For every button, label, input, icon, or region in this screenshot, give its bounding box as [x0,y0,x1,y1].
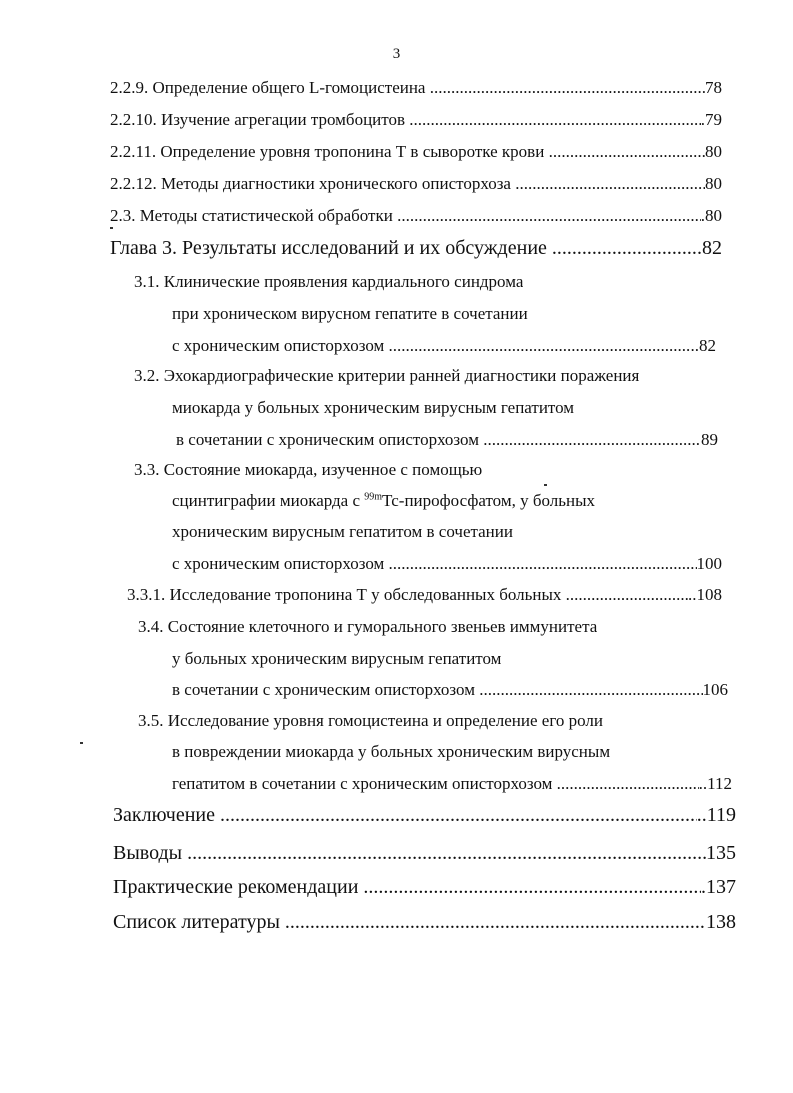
toc-entry-title: Практические рекомендации ..... [113,875,701,899]
toc-entry-line: 3.1. Клинические проявления кардиального синдрома [134,272,524,291]
toc-entry-page: .80 [700,206,722,225]
toc-entry[interactable] [110,110,722,130]
toc-chapter[interactable] [113,803,736,827]
toc-entry-text: сцинтиграфии миокарда с [172,491,365,510]
toc-entry-title: Выводы ..... [113,841,706,865]
page-number: 3 [392,46,401,62]
toc-chapter[interactable] [113,910,736,934]
toc-entry-title: в сочетании с хроническим описторхозом ..... [172,680,703,700]
scan-speck [80,742,83,744]
toc-entry-page: 100 [696,554,722,573]
isotope-superscript: 99m [364,491,383,503]
toc-entry-line: 3.4. Состояние клеточного и гуморального звеньев иммунитета [138,617,598,636]
toc-entry-line: 3.5. Исследование уровня гомоцистеина и определение его роли [138,711,603,730]
toc-entry[interactable] [172,336,716,356]
toc-entry-title: гепатитом в сочетании с хроническим описторхозом ..... [172,774,699,794]
toc-entry[interactable] [110,174,722,194]
toc-entry-page: 135 [706,842,736,864]
toc-entry-title: 2.3. Методы статистической обработки ..... [110,206,701,226]
toc-chapter[interactable] [110,236,722,260]
toc-entry-page: .137 [701,876,736,898]
toc-entry[interactable] [110,206,722,226]
toc-entry-page: ..82 [690,336,716,355]
toc-entry[interactable] [127,585,722,605]
toc-entry-line: 3.2. Эхокардиографические критерии ранней диагностики поражения [134,366,640,385]
toc-entry-page: ..112 [698,774,732,793]
toc-entry-title: 2.2.10. Изучение агрегации тромбоцитов ..... [110,110,701,130]
toc-entry-page: 80 [705,142,722,161]
toc-entry-page: ..119 [696,804,736,826]
toc-entry[interactable] [110,142,722,162]
toc-entry-page: 138 [706,911,736,933]
toc-entry[interactable] [172,680,728,700]
toc-entry-title: Список литературы ..... [113,910,706,934]
toc-entry-title: 2.2.12. Методы диагностики хронического описторхоза ..... [110,174,705,194]
toc-entry-title: 2.2.9. Определение общего L-гомоцистеина ..... [110,78,705,98]
toc-entry[interactable] [176,430,718,450]
toc-entry-page: 106 [702,680,728,699]
toc-entry[interactable] [110,78,722,98]
scan-speck [110,227,113,229]
toc-entry-line: в повреждении миокарда у больных хроническим вирусным [172,742,611,761]
toc-entry-line: 3.3. Состояние миокарда, изученное с помощью [134,460,483,479]
toc-entry-page: 78 [705,78,722,97]
toc-entry-page: 80 [705,174,722,193]
toc-chapter[interactable] [113,841,736,865]
toc-entry-line: хроническим вирусным гепатитом в сочетании [172,522,513,541]
toc-entry-title: 3.3.1. Исследование тропонина Т у обследованных больных ..... [127,585,688,605]
toc-chapter[interactable] [113,875,736,899]
scan-speck [544,484,547,486]
toc-entry-page: ..108 [688,585,722,604]
toc-entry-line: у больных хроническим вирусным гепатитом [172,649,502,668]
toc-entry-page: .79 [700,110,722,129]
toc-entry-line: миокарда у больных хроническим вирусным гепатитом [172,398,575,417]
toc-entry-title: 2.2.11. Определение уровня тропонина Т в сыворотке крови ..... [110,142,705,162]
toc-entry-line: при хроническом вирусном гепатите в сочетании [172,304,528,323]
toc-entry[interactable] [172,774,732,794]
toc-entry-text: Tc-пирофосфатом, у больных [382,491,596,510]
toc-entry-page: .82 [697,237,722,259]
toc-entry-line [172,491,595,511]
toc-entry-title: с хроническим описторхозом ..... [172,336,691,356]
toc-entry-page: 89 [701,430,718,449]
toc-entry-title: Глава 3. Результаты исследований и их обсуждение ..... [110,236,697,260]
toc-entry[interactable] [172,554,722,574]
toc-entry-title: Заключение ..... [113,803,697,827]
toc-entry-title: с хроническим описторхозом ..... [172,554,697,574]
toc-entry-title: в сочетании с хроническим описторхозом ..... [176,430,701,450]
